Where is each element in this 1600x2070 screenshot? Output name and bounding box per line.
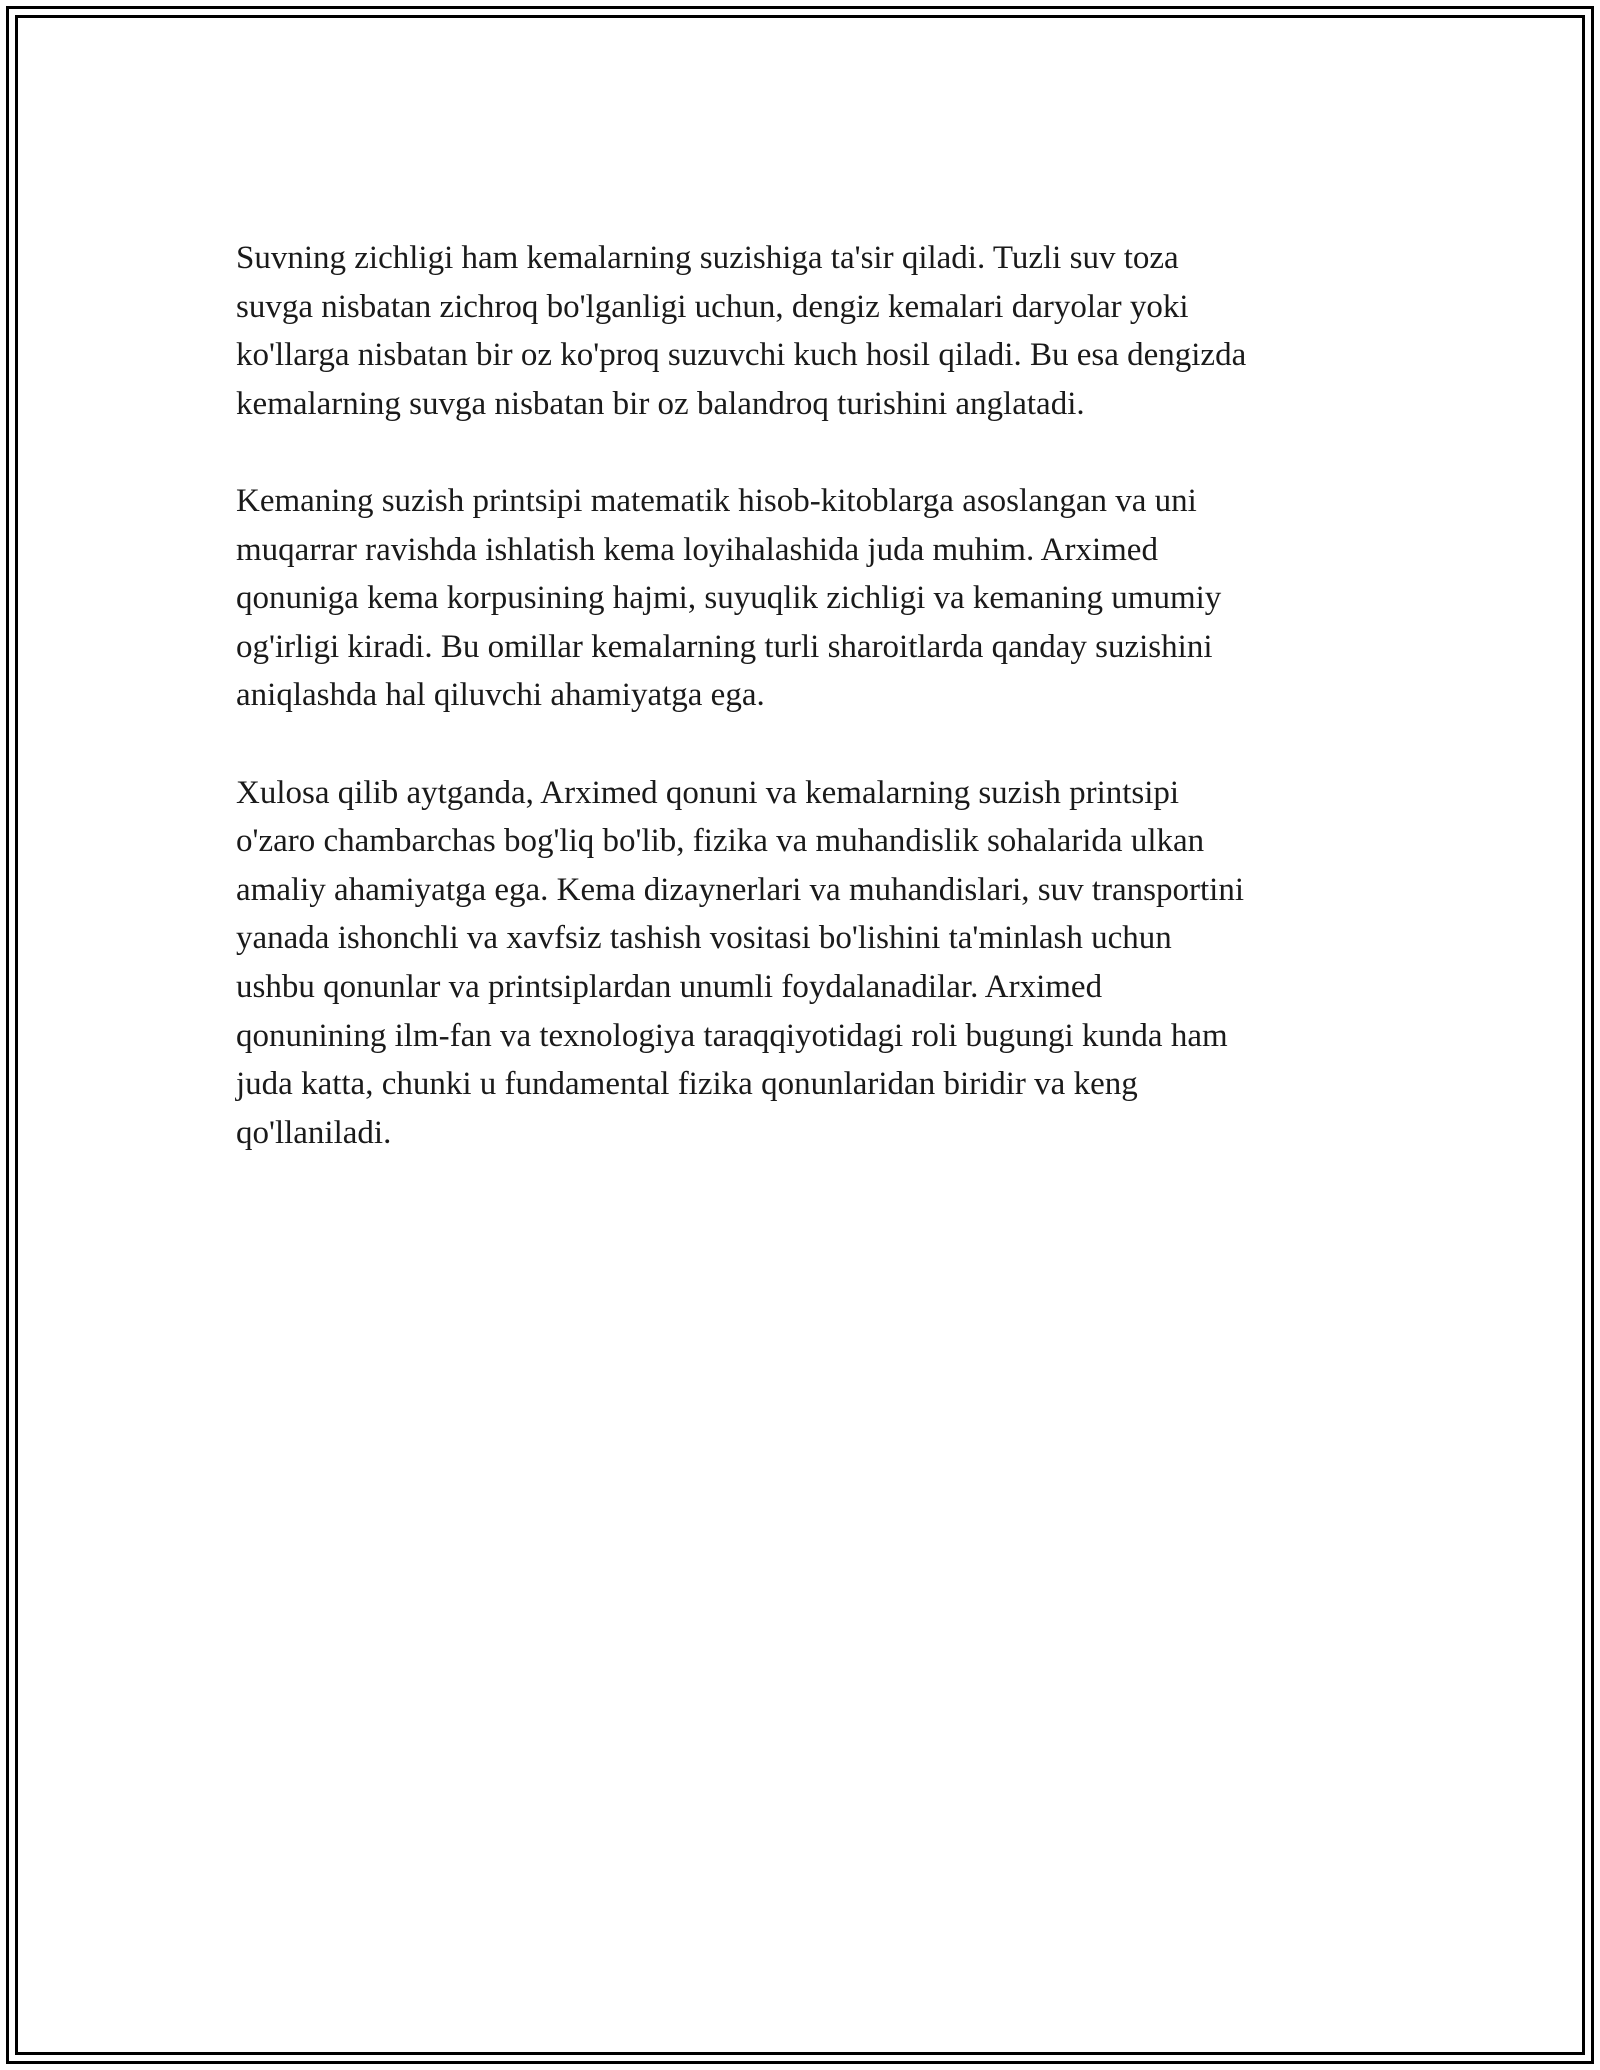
paragraph-floating-principle: Kemaning suzish printsipi matematik hisob-kitoblarga asoslangan va uni muqarrar ravishda ishlatish kema loyihalashida juda muhim. Arximed qonuniga kema korpusining hajmi, suyuqlik zichligi va kemaning umumiy og'irligi kiradi. Bu omillar kemalarning turli sharoitlarda qanday suzishini aniqlashda hal qiluvchi ahamiyatga ega. xyxy=(236,482,1222,714)
document-body xyxy=(236,234,1366,1206)
paragraph-water-density: Suvning zichligi ham kemalarning suzishiga ta'sir qiladi. Tuzli suv toza suvga nisbatan zichroq bo'lganligi uchun, dengiz kemalari daryolar yoki ko'llarga nisbatan bir oz ko'proq suzuvchi kuch hosil qiladi. Bu esa dengizda kemalarning suvga nisbatan bir oz balandroq turishini anglatadi. xyxy=(236,240,1247,422)
paragraph-conclusion: Xulosa qilib aytganda, Arximed qonuni va kemalarning suzish printsipi o'zaro chambarchas bog'liq bo'lib, fizika va muhandislik sohalarida ulkan amaliy ahamiyatga ega. Kema dizaynerlari va muhandislari, suv transportini yanada ishonchli va xavfsiz tashish vositasi bo'lishini ta'minlash uchun ushbu qonunlar va printsiplardan unumli foydalanadilar. Arximed qonunining ilm-fan va texnologiya taraqqiyotidagi roli bugungi kunda ham juda katta, chunki u fundamental fizika qonunlaridan biridir va keng qo'llaniladi. xyxy=(236,774,1244,1151)
